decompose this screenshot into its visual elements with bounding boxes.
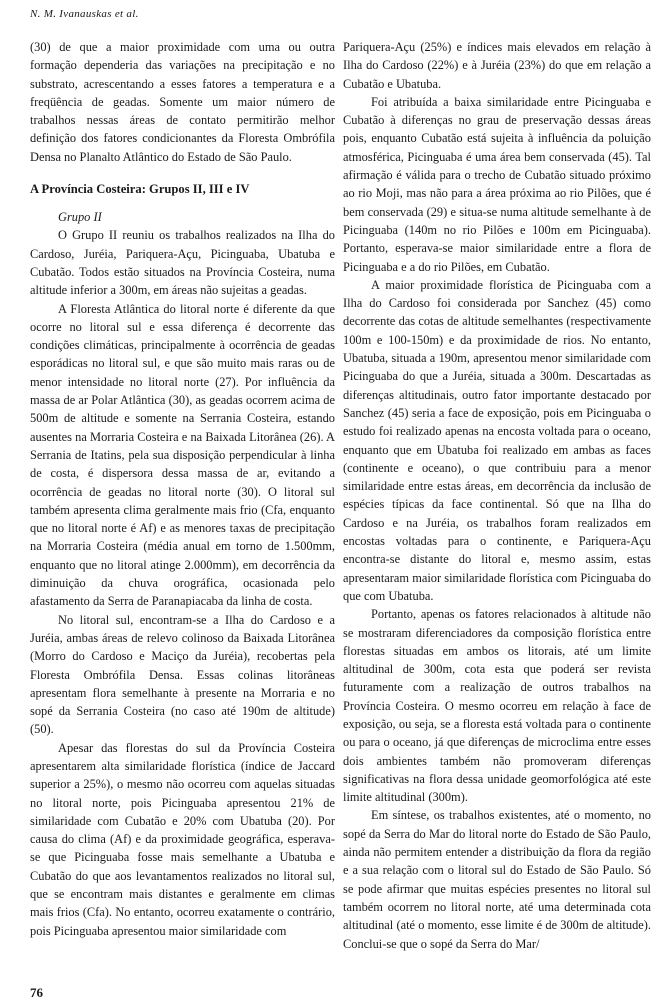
page-number: 76 [30,985,43,1000]
right-column [343,38,651,953]
paragraph: Foi atribuída a baixa similaridade entre Picinguaba e Cubatão à diferenças no grau de preservação dessas áreas pois, enquanto Cubatão está sujeita à influência da poluição atmosférica, Picinguaba é uma área bem conservada (45). Tal afirmação é válida para o trecho de Cubatão situado próximo ao rio Moji, mas não para a área próxima ao rio Pilões, que é bem conservada (29) e situa-se numa altitude semelhante à de Picinguaba (140m no rio Pilões e 100m em Picinguaba). Portanto, esperava-se maior similaridade entre a flora de Picinguaba e a do rio Pilões, em Cubatão. [343,94,651,274]
left-column [30,38,335,940]
paragraph: A maior proximidade florística de Picinguaba com a Ilha do Cardoso foi considerada por Sanchez (45) como decorrente das cotas de altitude semelhantes (respectivamente 100m e 100-150m) e da proximidade de rios. No entanto, Ubatuba, situada a 190m, apresentou menor similaridade com Picinguaba do que a Juréia, situada a 300m. Descartadas as diferenças altitudinais, outro fator importante destacado por Sanchez (45) seria a face de exposição, pois em Picinguaba o estudo foi realizado apenas na encosta voltada para o oceano, enquanto que em Ubatuba foi realizado em ambas as faces (continente e oceano), o que contribuiu para a menor similaridade entre estas áreas, em decorrência da inclusão de espécies típicas da face continental. Só que na Ilha do Cardoso e na Juréia, os trabalhos foram realizados em encostas voltadas para o continente, e Pariquera-Açu encontra-se distante do litoral e, mesmo assim, estas apresentaram maior similaridade florística com Picinguaba do que com Ubatuba. [343,277,651,603]
paragraph: A Floresta Atlântica do litoral norte é diferente da que ocorre no litoral sul e essa diferença é decorrente das condições climáticas, principalmente à ocorrência de geadas esporádicas no litoral sul, e que são muito mais raras ou de menor intensidade no litoral norte (27). Por influência da massa de ar Polar Atlântica (30), as geadas ocorrem acima de 500m de altitude e somente na Serrania Costeira, estando ausentes na Morraria Costeira e na Baixada Litorânea (26). A Serrania de Itatins, pela sua disposição perpendicular à linha de costa, é dispersora dessa massa de ar, evitando a ocorrência de geadas no litoral norte (30). O litoral sul também apresenta clima geralmente mais frio (Cfa, enquanto que no litoral norte é Af) e as menores taxas de precipitação na Morraria Costeira (média anual em torno de 1.500mm, enquanto que no litoral atinge 2.000mm), em decorrência da diminuição da chuva orográfica, ocasionada pelo afastamento da Serra de Paranapiacaba da linha de costa. [30,301,335,609]
paragraph: Apesar das florestas do sul da Província Costeira apresentarem alta similaridade florística (índice de Jaccard superior a 25%), o mesmo não ocorreu com aquelas situadas no litoral norte, pois Picinguaba apresentou 21% de similaridade com Cubatão e 20% com Ubatuba (20). Por causa do clima (Af) e da proximidade geográfica, esperava-se que Picinguaba fosse mais semelhante a Ubatuba e Cubatão do que aos levantamentos realizados no litoral sul, que se encontram mais distantes e geralmente em climas mais frios (Cfa). No entanto, ocorreu exatamente o contrário, pois Picinguaba apresentou maior similaridade com [30,740,335,938]
paragraph: Portanto, apenas os fatores relacionados à altitude não se mostraram diferenciadores da composição florística entre florestas situadas em ambos os litorais, até um limite altitudinal de 300m, cota esta que poderá ser revista futuramente com a realização de outros trabalhos na Província Costeira. O mesmo ocorreu em relação à face de exposição, ou seja, se a floresta está voltada para o continente ou para o oceano, já que diferenças de microclima entre esses dois ambientes também não promoveram diferenças significativas na flora dessa unidade geomorfológica até este limite altitudinal (300m). [343,607,651,805]
paragraph: Em síntese, os trabalhos existentes, até o momento, no sopé da Serra do Mar do litoral norte do Estado de São Paulo, ainda não permitem entender a distribuição da flora da região e a sua relação com o litoral sul do Estado de São Paulo. Só se pode afirmar que muitas espécies presentes no litoral sul também ocorrem no litoral norte, até uma determinada cota altitudinal (até o momento, esse limite é de 300m de altitude). Conclui-se que o sopé da Serra do Mar/ [343,808,651,951]
paragraph: Pariquera-Açu (25%) e índices mais elevados em relação à Ilha do Cardoso (22%) e à Juréia (23%) do que em relação a Cubatão e Ubatuba. [343,40,651,91]
paragraph: O Grupo II reuniu os trabalhos realizados na Ilha do Cardoso, Juréia, Pariquera-Açu, Picinguaba, Ubatuba e Cubatão. Todos estão situados na Província Costeira, numa altitude inferior a 300m, em áreas não sujeitas a geadas. [30,228,335,298]
subsection-title: Grupo II [58,210,102,225]
paragraph: (30) de que a maior proximidade com uma ou outra formação dependeria das variações na precipitação e no substrato, acrescentando a esses fatores a temperatura e a freqüência de geadas. Somente um maior número de trabalhos nessas áreas de contato permitirão melhor definição dos fatores condicionantes da Floresta Ombrófila Densa no Planalto Atlântico do Estado de São Paulo. [30,40,335,164]
paragraph: No litoral sul, encontram-se a Ilha do Cardoso e a Juréia, ambas áreas de relevo colinoso da Baixada Litorânea (Morro do Cardoso e Maciço da Juréia), recobertas pela Floresta Ombrófila Densa. Essas colinas litorâneas apresentam flora semelhante à presente na Morraria e no sopé da Serrania Costeira (no caso até 190m de altitude) (50). [30,612,335,737]
running-head: N. M. Ivanauskas et al. [30,8,139,20]
section-title: A Província Costeira: Grupos II, III e IV [30,182,250,197]
